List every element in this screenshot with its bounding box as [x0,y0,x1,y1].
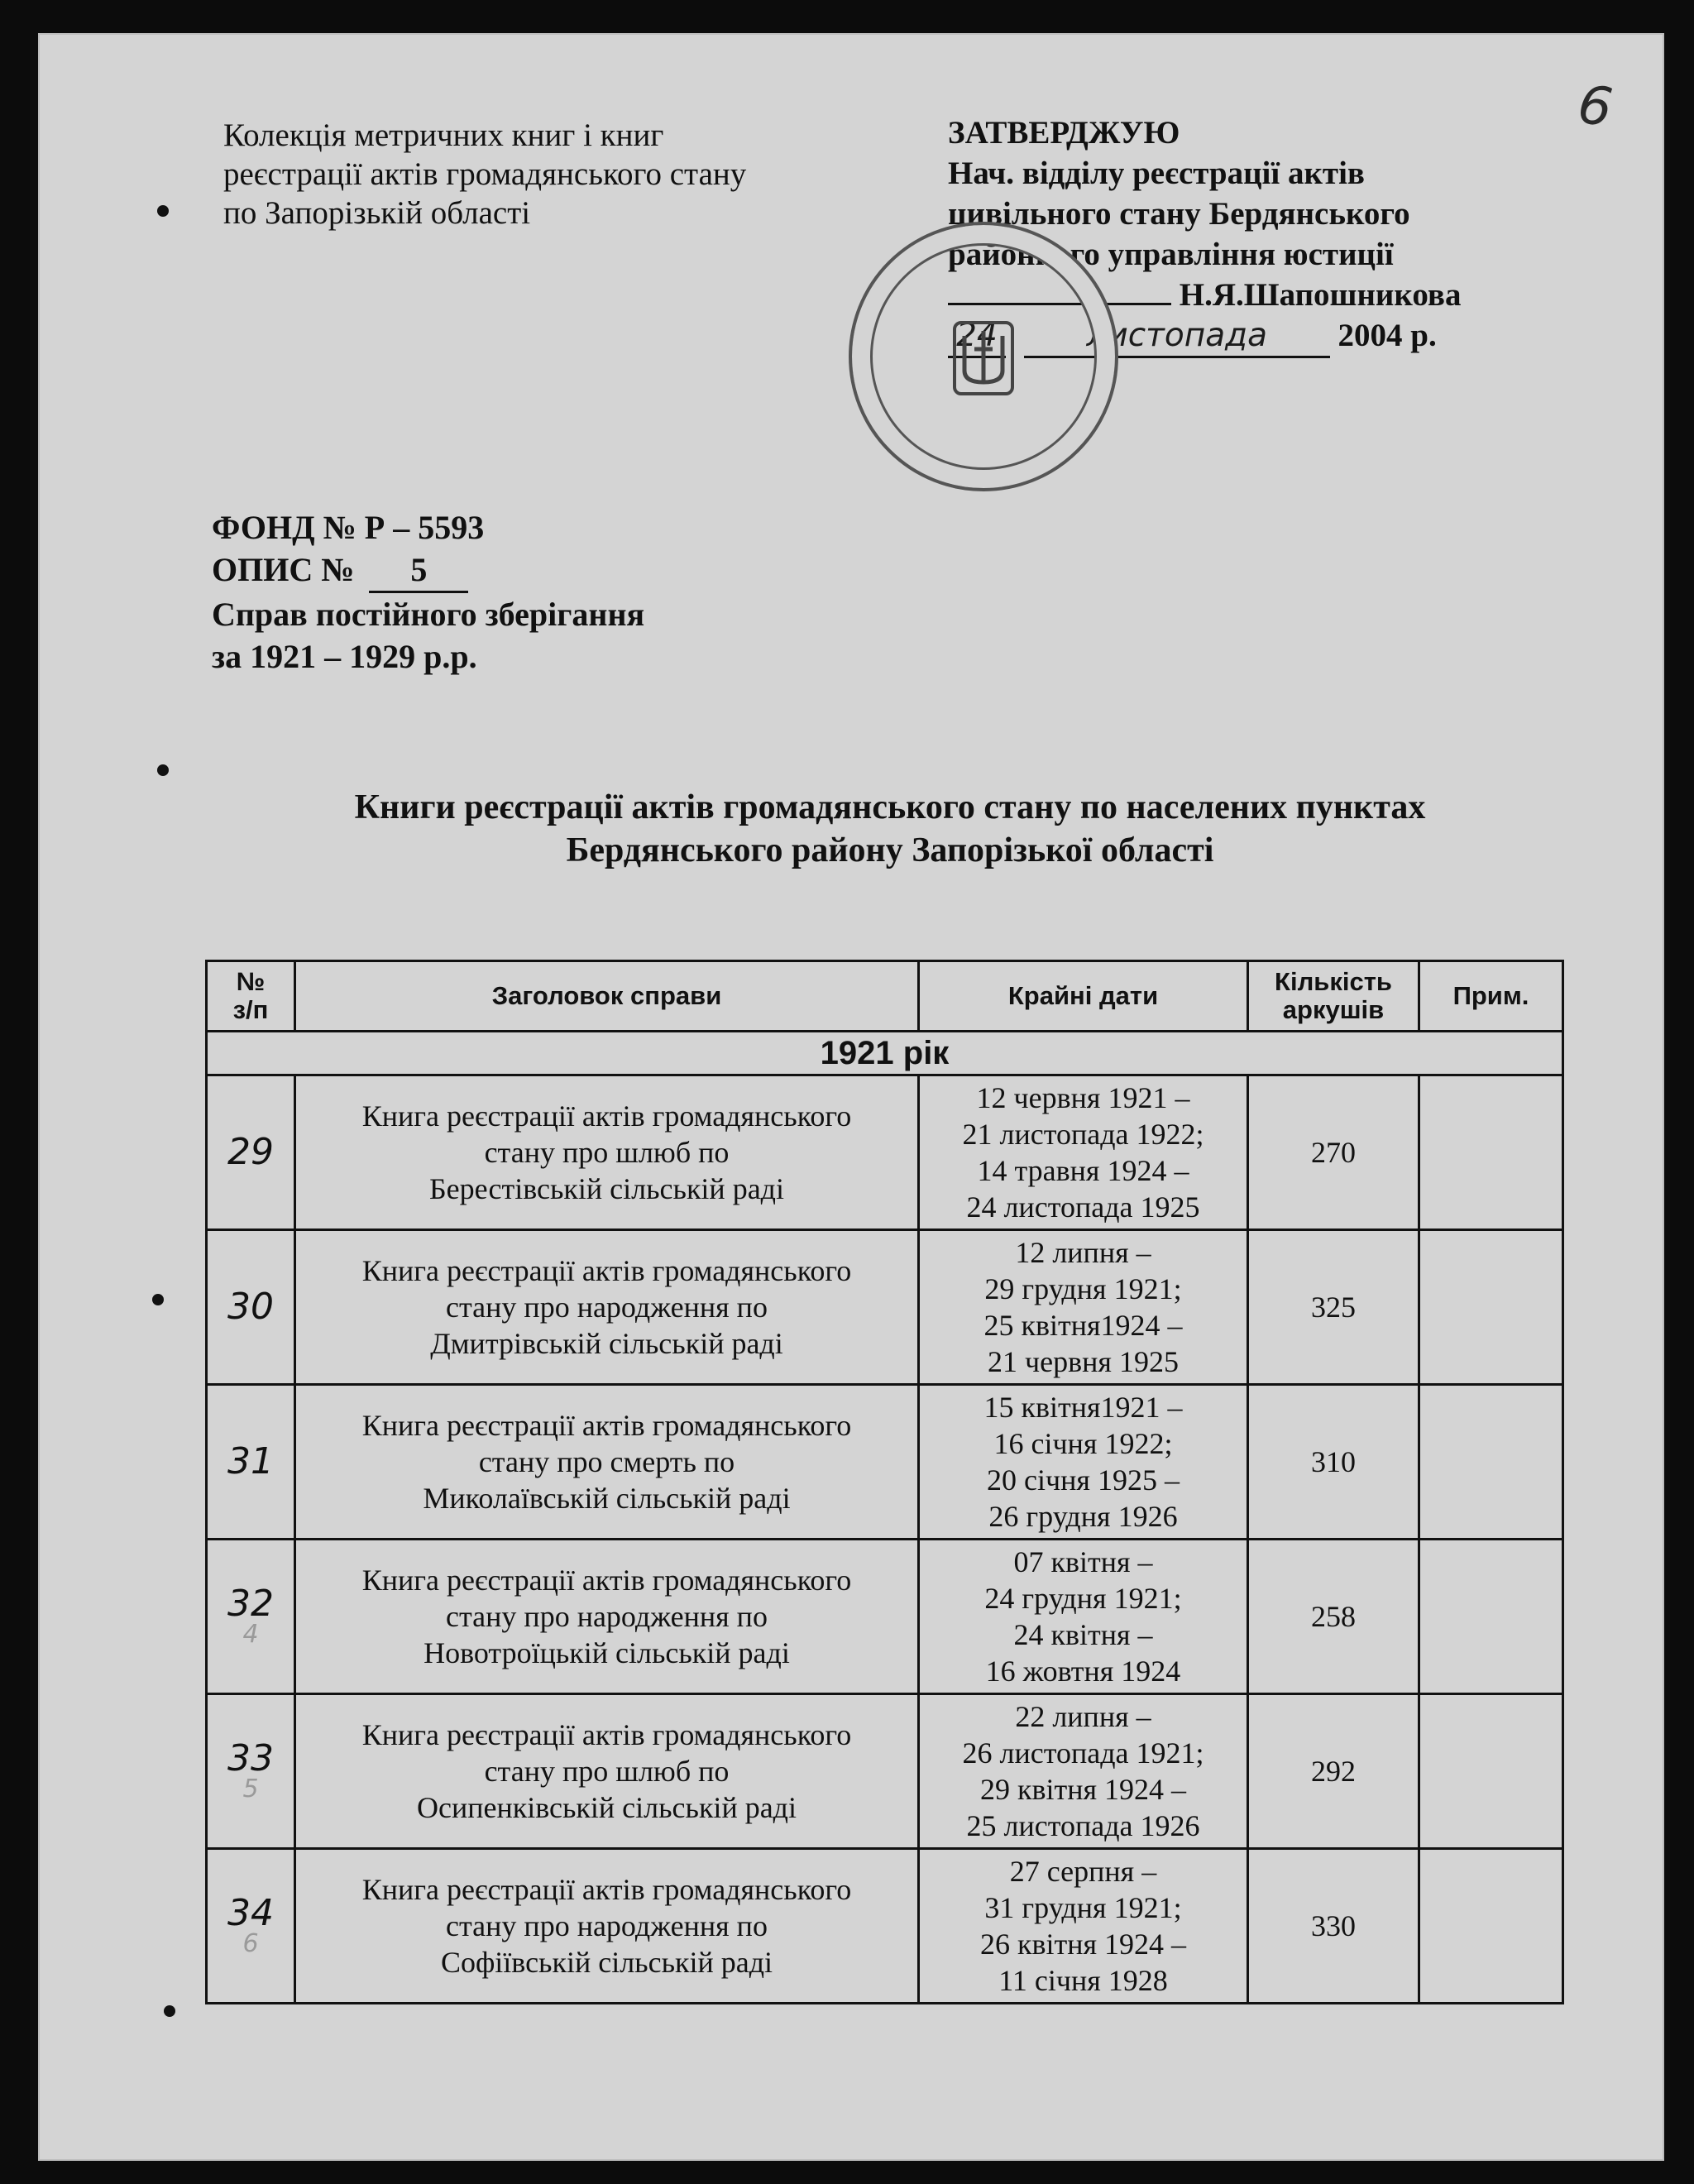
row-title [295,1694,919,1849]
date-day: 24 [948,315,1006,358]
row-date-line: 25 квітня1924 – [983,1309,1183,1342]
row-title-line: Книга реєстрації актів громадянського [361,1564,852,1597]
collection-header [223,116,951,232]
approval-line: цивільного стану Бердянського [948,196,1410,232]
row-number-old: 6 [242,1929,259,1958]
table-row [207,1075,1563,1230]
fond-block [212,506,791,678]
header-dates: Крайні дати [919,961,1248,1032]
row-title-line: стану про народження по [446,1600,768,1633]
collection-line: Колекція метричних книг і книг [223,117,664,153]
row-dates [919,1385,1248,1540]
row-number-handwritten: 30 [227,1286,274,1328]
row-title-line: стану про смерть по [478,1445,735,1478]
row-date-line: 20 січня 1925 – [987,1463,1180,1497]
row-title-line: Миколаївській сільській раді [423,1482,791,1515]
collection-line: по Запорізькій області [223,195,531,231]
date-month: листопада [1024,315,1330,358]
row-date-line: 29 квітня 1924 – [979,1773,1187,1806]
row-note [1419,1694,1563,1849]
approval-line: Нач. відділу реєстрації актів [948,156,1365,191]
table-row [207,1540,1563,1694]
row-title-line: Дмитрівській сільській раді [430,1327,783,1360]
punch-hole-1 [157,205,169,217]
table-header-row [207,961,1563,1032]
document-page [38,33,1664,2161]
row-number-handwritten: 34 [227,1892,274,1934]
row-date-line: 07 квітня – [1013,1545,1153,1578]
row-date-line: 21 червня 1925 [988,1345,1179,1378]
row-number [207,1230,295,1385]
row-title-line: Книга реєстрації актів громадянського [361,1873,852,1906]
storage-line: Справ постійного зберігання [212,596,645,633]
approver-name: Н.Я.Шапошникова [1179,277,1462,313]
approval-title: ЗАТВЕРДЖУЮ [948,115,1180,151]
row-date-line: 14 травня 1924 – [977,1154,1189,1187]
row-date-line: 29 грудня 1921; [984,1272,1182,1305]
row-number [207,1540,295,1694]
trident-emblem-icon [852,225,1115,488]
row-date-line: 26 грудня 1926 [988,1500,1178,1533]
row-date-line: 22 липня – [1015,1700,1151,1733]
row-dates [919,1075,1248,1230]
row-sheets: 310 [1248,1385,1419,1540]
official-round-stamp [849,222,1118,491]
row-date-line: 27 серпня – [1009,1855,1157,1888]
row-title-line: стану про шлюб по [484,1136,730,1169]
register-table [205,960,1564,2004]
handwritten-page-number: 6 [1574,74,1616,140]
table-row [207,1230,1563,1385]
row-date-line: 24 квітня – [1013,1618,1153,1651]
row-date-line: 25 листопада 1926 [966,1809,1200,1842]
row-title-line: Осипенківській сільській раді [417,1791,797,1824]
row-note [1419,1849,1563,2004]
table-row [207,1694,1563,1849]
row-number-handwritten: 29 [227,1131,274,1173]
header-sheets [1248,961,1419,1032]
document-title [187,786,1593,872]
row-title-line: стану про народження по [446,1909,768,1942]
row-sheets: 330 [1248,1849,1419,2004]
row-title-line: Книга реєстрації актів громадянського [361,1718,852,1751]
row-number-old: 5 [242,1774,259,1803]
row-title-line: Книга реєстрації актів громадянського [361,1409,852,1442]
row-dates [919,1230,1248,1385]
header-num-line: № [236,967,266,996]
collection-line: реєстрації актів громадянського стану [223,156,747,192]
row-title-line: Новотроїцькій сільській раді [424,1636,790,1669]
title-line: Бердянського району Запорізької області [566,831,1214,869]
row-title [295,1230,919,1385]
row-sheets: 325 [1248,1230,1419,1385]
row-number-handwritten: 31 [227,1440,274,1482]
title-line: Книги реєстрації актів громадянського стану по населених пунктах [354,788,1426,826]
row-title [295,1385,919,1540]
punch-hole-3 [152,1294,164,1305]
row-title-line: стану про народження по [446,1291,768,1324]
row-dates [919,1540,1248,1694]
punch-hole-2 [157,764,169,776]
row-title-line: Книга реєстрації актів громадянського [361,1254,852,1287]
year-label: 1921 рік [207,1032,1563,1075]
row-note [1419,1385,1563,1540]
row-note [1419,1075,1563,1230]
row-date-line: 15 квітня1921 – [983,1391,1183,1424]
row-date-line: 12 липня – [1015,1236,1151,1269]
row-date-line: 16 січня 1922; [993,1427,1173,1460]
row-sheets: 292 [1248,1694,1419,1849]
header-num-line: з/п [232,995,269,1024]
header-sheets-line: Кількість [1275,967,1392,996]
row-date-line: 26 квітня 1924 – [979,1928,1187,1961]
row-number-handwritten: 32 [227,1583,274,1625]
opys-label: ОПИС № [212,551,355,588]
row-date-line: 31 грудня 1921; [984,1891,1182,1924]
row-number-old: 4 [242,1620,259,1649]
row-date-line: 24 листопада 1925 [966,1190,1200,1224]
row-dates [919,1849,1248,2004]
header-sheets-line: аркушів [1282,995,1385,1024]
row-number-handwritten: 33 [227,1737,274,1779]
punch-hole-4 [164,2005,175,2017]
year-row [207,1032,1563,1075]
row-title [295,1540,919,1694]
row-number [207,1849,295,2004]
row-title [295,1075,919,1230]
row-date-line: 24 грудня 1921; [984,1582,1182,1615]
row-date-line: 21 листопада 1922; [962,1118,1204,1151]
row-dates [919,1694,1248,1849]
header-num [207,961,295,1032]
header-note: Прим. [1419,961,1563,1032]
table-row [207,1385,1563,1540]
opys-line [212,548,791,593]
row-date-line: 12 червня 1921 – [976,1081,1190,1114]
row-note [1419,1230,1563,1385]
row-date-line: 16 жовтня 1924 [985,1655,1181,1688]
fond-number: ФОНД № Р – 5593 [212,509,485,546]
header-title: Заголовок справи [295,961,919,1032]
row-title-line: Книга реєстрації актів громадянського [361,1099,852,1133]
row-title-line: Софіївській сільській раді [440,1946,773,1979]
row-note [1419,1540,1563,1694]
period-line: за 1921 – 1929 р.р. [212,638,477,675]
opys-number: 5 [369,548,468,593]
row-title-line: стану про шлюб по [484,1755,730,1788]
row-title [295,1849,919,2004]
row-title-line: Берестівській сільській раді [429,1172,784,1205]
table-row [207,1849,1563,2004]
row-sheets: 258 [1248,1540,1419,1694]
row-date-line: 26 листопада 1921; [962,1736,1204,1770]
row-date-line: 11 січня 1928 [998,1964,1168,1997]
approval-line: районного управління юстиції [948,237,1394,272]
row-number [207,1075,295,1230]
date-year: 2004 р. [1337,318,1437,353]
row-sheets: 270 [1248,1075,1419,1230]
row-number [207,1385,295,1540]
row-number [207,1694,295,1849]
